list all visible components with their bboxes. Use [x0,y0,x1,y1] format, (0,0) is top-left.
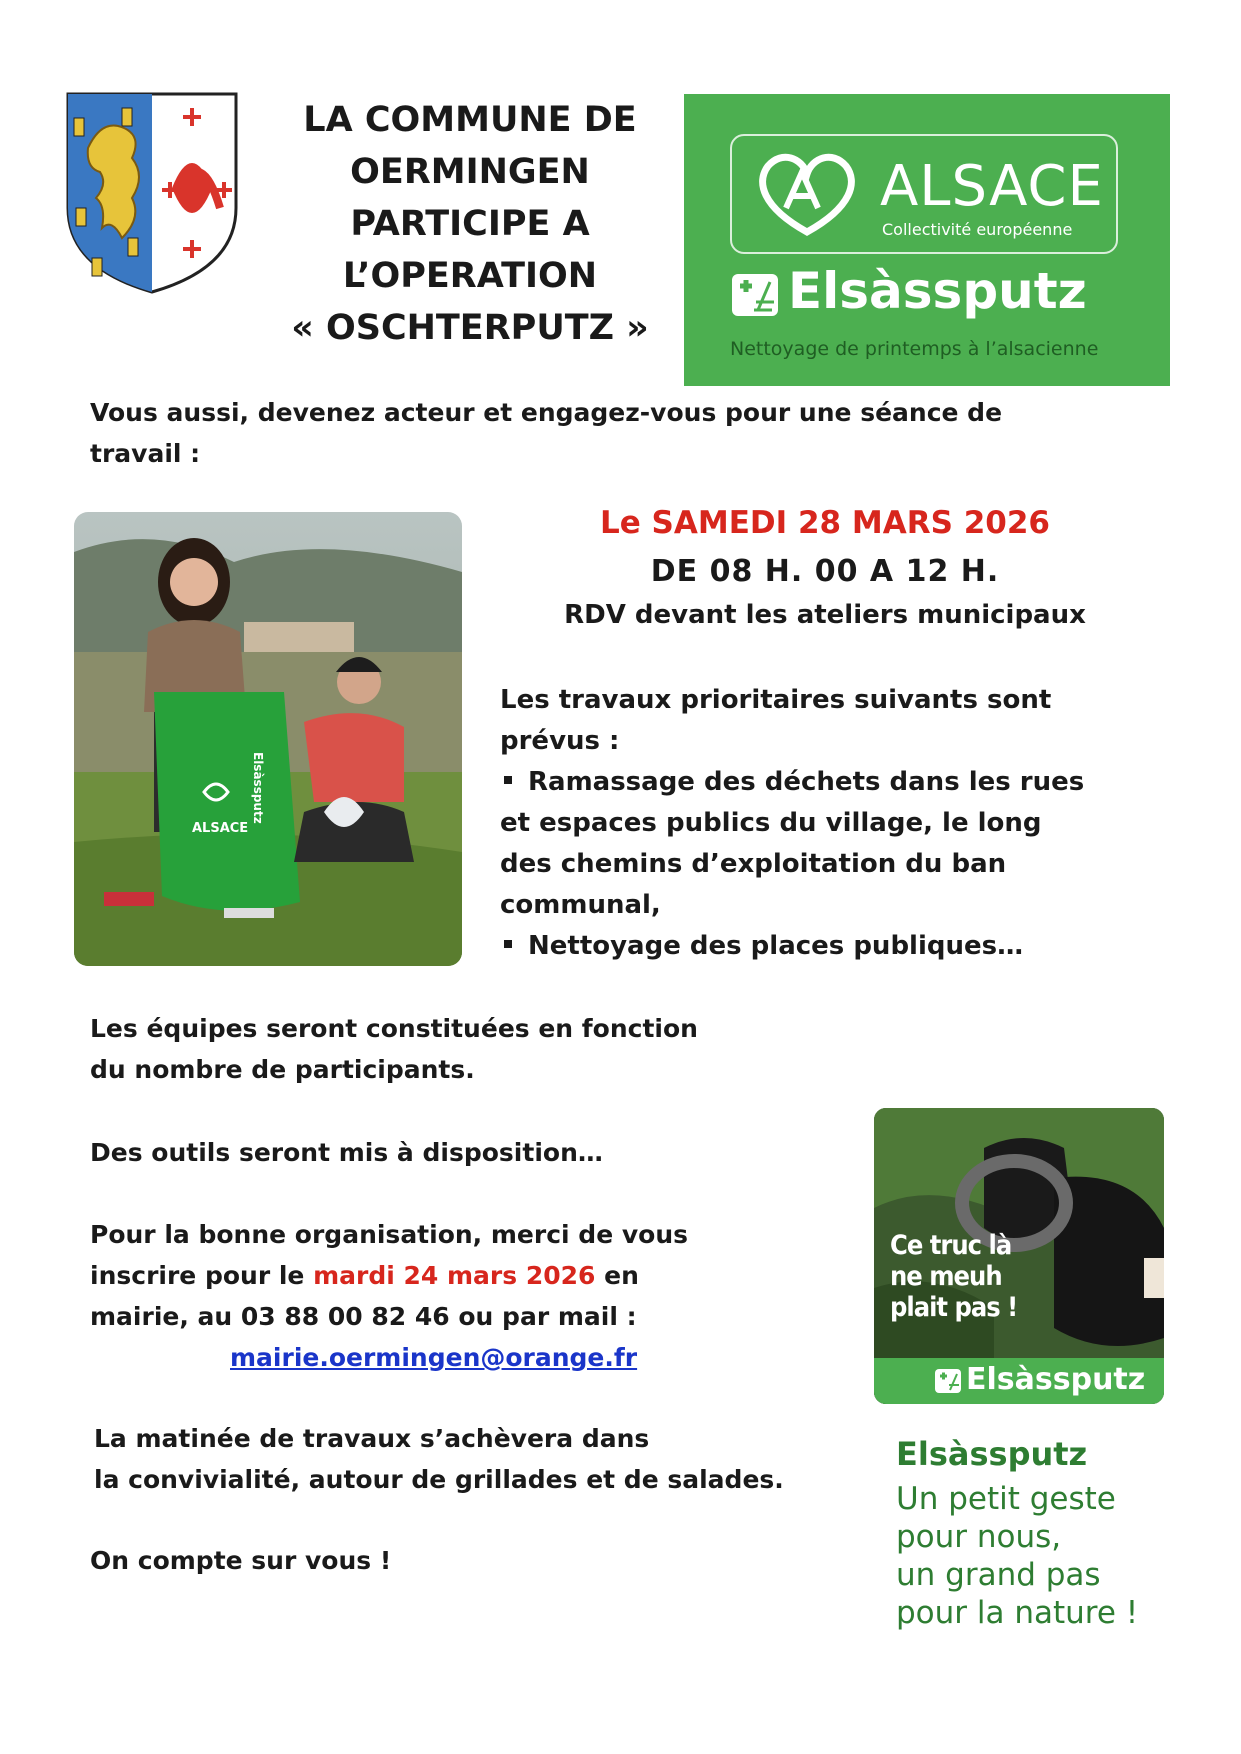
task-text: des chemins d’exploitation du ban [500,849,1007,879]
alsace-logo-box [730,134,1118,254]
tasks-intro: Les travaux prioritaires suivants sont [500,685,1052,715]
email-line [90,1337,850,1378]
page-title [250,94,690,354]
bullet-icon [504,776,512,784]
paragraph-line: du nombre de participants. [90,1055,475,1084]
title-line: LA COMMUNE DE [303,100,637,140]
volunteers-photo [74,512,462,966]
cow-slogan [890,1230,1040,1323]
coat-of-arms-image [62,88,242,296]
event-meeting-point: RDV devant les ateliers municipaux [564,600,1086,630]
task-text: communal, [500,890,661,920]
cow-ad-card [874,1108,1164,1404]
intro-line: travail : [90,439,201,468]
title-line: PARTICIPE A [350,204,590,244]
task-item [500,762,1160,803]
tasks-intro: prévus : [500,726,620,756]
broom-icon [934,1368,962,1394]
tasks-list [500,680,1160,967]
event-time: DE 08 H. 00 A 12 H. [650,554,1000,589]
tagline-line: pour nous, [896,1519,1062,1555]
alsace-heart-icon [752,152,862,236]
alsace-elsassputz-logo [684,94,1170,386]
paragraph-line [90,1255,850,1296]
title-line: « OSCHTERPUTZ » [291,308,649,348]
title-line: OERMINGEN [350,152,590,192]
tagline-line: Un petit geste [896,1481,1116,1517]
closing-paragraph [94,1418,894,1500]
cow-brand-wordmark: Elsàssputz [966,1362,1146,1397]
paragraph-line: la convivialité, autour de grillades et de salades. [94,1465,784,1494]
cow-brand-bar [874,1358,1164,1404]
paragraph-line: La matinée de travaux s’achèvera dans [94,1424,650,1453]
paragraph-line: Les équipes seront constituées en fonction [90,1014,698,1043]
slogan-line: ne meuh [890,1261,1002,1292]
bullet-icon [504,940,512,948]
registration-deadline: mardi 24 mars 2026 [313,1261,596,1290]
alsace-subtitle: Collectivité européenne [882,220,1073,239]
slogan-line: Ce truc là [890,1230,1012,1261]
teams-paragraph [90,1008,850,1090]
intro-text [90,392,1150,474]
title-line: L’OPERATION [342,256,598,296]
bag-brand-text: Elsàssputz [251,752,265,824]
intro-line: Vous aussi, devenez acteur et engagez-vous pour une séance de [90,398,1003,427]
task-text: Ramassage des déchets dans les rues [528,767,1085,797]
slogan-line: plait pas ! [890,1292,1018,1323]
paragraph-line: Pour la bonne organisation, merci de vous [90,1220,689,1249]
register-text: inscrire pour le [90,1261,314,1290]
tagline-line: pour la nature ! [896,1595,1139,1631]
alsace-wordmark: ALSACE [880,154,1104,219]
elsassputz-subtitle: Nettoyage de printemps à l’alsacienne [730,338,1099,360]
tools-paragraph: Des outils seront mis à disposition… [90,1138,603,1167]
elsassputz-wordmark: Elsàssputz [788,262,1087,320]
register-text: en [595,1261,639,1290]
paragraph-line: mairie, au 03 88 00 82 46 ou par mail : [90,1302,637,1331]
bag-logo-text: ALSACE [192,821,249,836]
broom-icon [730,272,780,318]
task-item [500,926,1160,967]
tagline-title: Elsàssputz [896,1435,1088,1473]
task-text: et espaces publics du village, le long [500,808,1042,838]
registration-paragraph [90,1214,850,1378]
call-to-action: On compte sur vous ! [90,1546,392,1575]
email-link[interactable]: mairie.oermingen@orange.fr [230,1343,638,1372]
tagline-body [896,1480,1166,1632]
tagline-line: un grand pas [896,1557,1101,1593]
event-date: Le SAMEDI 28 MARS 2026 [599,505,1050,541]
task-text: Nettoyage des places publiques… [528,931,1024,961]
